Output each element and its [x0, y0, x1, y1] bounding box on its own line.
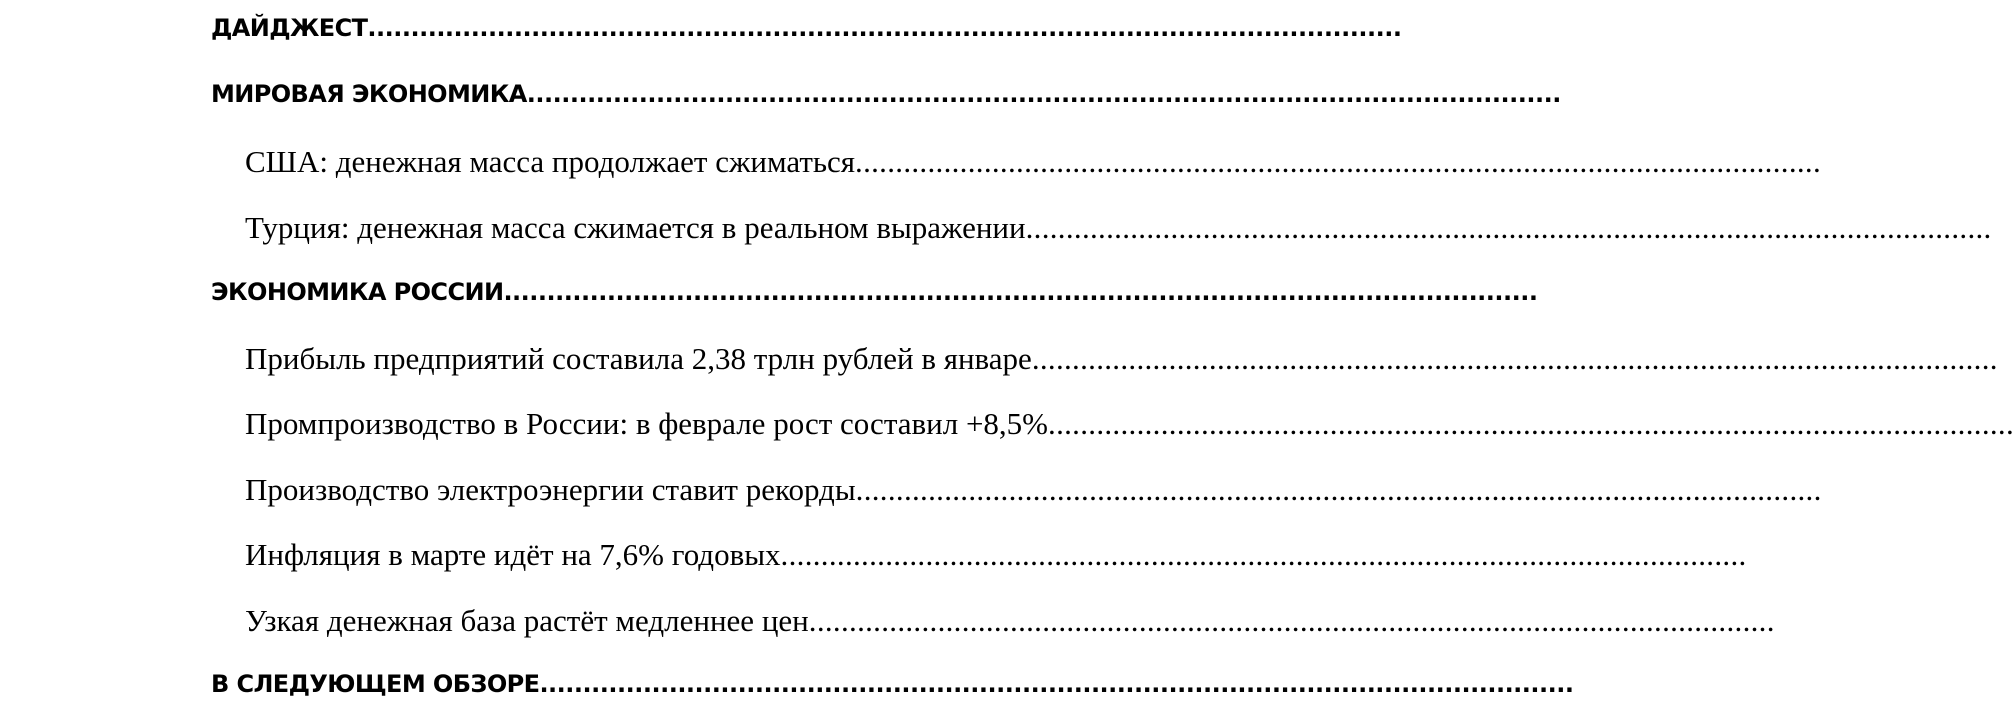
toc-entry[interactable] [245, 406, 2014, 442]
dot-leader: ........................................................................................................................ [1031, 341, 1998, 376]
toc-entry[interactable] [245, 341, 1998, 377]
toc-entry-title: МИРОВАЯ ЭКОНОМИКА [211, 80, 527, 108]
toc-entry-title: Инфляция в марте идёт на 7,6% годовых [245, 537, 781, 572]
toc-entry-title: Узкая денежная база растёт медленнее цен [245, 603, 809, 638]
toc-entry[interactable] [211, 14, 1402, 42]
toc-entry-title: В СЛЕДУЮЩЕМ ОБЗОРЕ [211, 670, 540, 698]
dot-leader: ........................................................................................................................ [1025, 210, 1992, 245]
toc-entry[interactable] [245, 472, 1822, 508]
dot-leader: ........................................................................................................................ [780, 537, 1747, 572]
dot-leader: ........................................................................................................................ [526, 80, 1561, 108]
dot-leader: ........................................................................................................................ [1048, 406, 2014, 441]
toc-entry[interactable] [245, 144, 1822, 180]
toc-entry-title: Производство электроэнергии ставит рекорды [245, 472, 856, 507]
toc-entry-title: Турция: денежная масса сжимается в реальном выражении [245, 210, 1026, 245]
toc-entry[interactable] [245, 603, 1775, 639]
toc-entry-title: Промпроизводство в России: в феврале рост составил +8,5% [245, 406, 1049, 441]
dot-leader: ........................................................................................................................ [539, 670, 1574, 698]
dot-leader: ........................................................................................................................ [808, 603, 1775, 638]
dot-leader: ........................................................................................................................ [855, 472, 1822, 507]
dot-leader: ........................................................................................................................ [503, 278, 1538, 306]
toc-entry[interactable] [245, 537, 1747, 573]
toc-entry-title: США: денежная масса продолжает сжиматься [245, 144, 856, 179]
toc-entry-title: ЭКОНОМИКА РОССИИ [211, 278, 504, 306]
dot-leader: ........................................................................................................................ [855, 144, 1822, 179]
toc-entry-title: Прибыль предприятий составила 2,38 трлн рублей в январе [245, 341, 1032, 376]
toc-entry-title: ДАЙДЖЕСТ [211, 14, 368, 42]
toc-entry[interactable] [245, 210, 1992, 246]
dot-leader: ........................................................................................................................ [367, 14, 1402, 42]
toc-entry[interactable] [211, 80, 1561, 108]
toc-entry[interactable] [211, 278, 1538, 306]
toc-entry[interactable] [211, 670, 1574, 698]
